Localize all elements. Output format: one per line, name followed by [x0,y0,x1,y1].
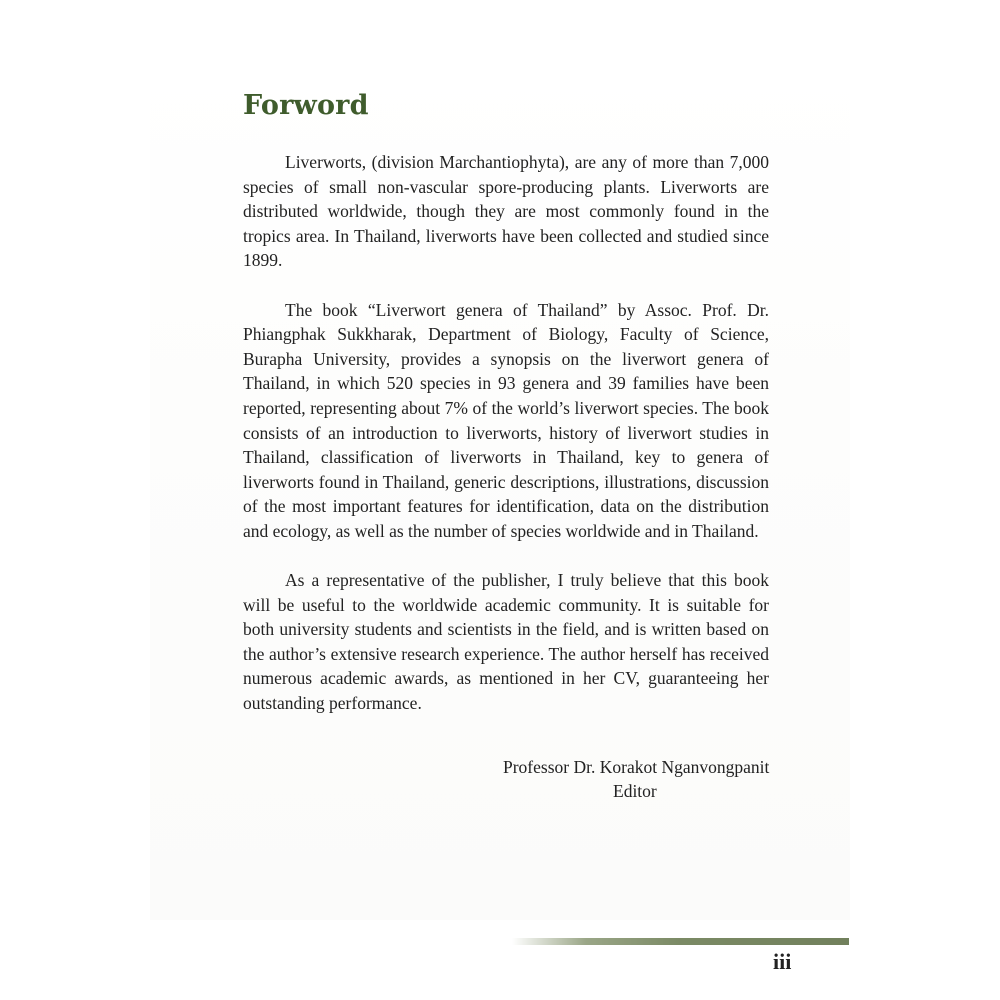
paragraph-3: As a representative of the publisher, I truly believe that this book will be useful to the worldwide academic community. It is suitable for both university students and scientists in the field, and is written based on the author’s extensive research experience. The author herself has received numerous academic awards, as mentioned in her CV, guaranteeing her outstanding performance. [243,570,769,714]
page-number: iii [773,949,792,974]
signature-name: Professor Dr. Korakot Nganvongpanit [503,757,770,777]
page-title: Forword [243,90,369,121]
footer-decorative-bar [512,938,849,945]
paragraph-2: The book “Liverwort genera of Thailand” by Assoc. Prof. Dr. Phiangphak Sukkharak, Department of Biology, Faculty of Science, Burapha University, provides a synopsis on the liverwort genera of Thailand, in which 520 species in 93 genera and 39 families have been reported, representing about 7% of the world’s liverwort species. The book consists of an introduction to liverworts, history of liverwort studies in Thailand, classification of liverworts in Thailand, key to genera of liverworts found in Thailand, generic descriptions, illustrations, discussion of the most important features for identification, data on the distribution and ecology, as well as the number of species worldwide and in Thailand. [243,299,769,541]
signature-role: Editor [613,781,657,801]
body-text [243,150,769,740]
paragraph-1: Liverworts, (division Marchantiophyta), are any of more than 7,000 species of small non-vascular spore-producing plants. Liverworts are distributed worldwide, though they are most commonly found in the tropics area. In Thailand, liverworts have been collected and studied since 1899. [243,152,769,271]
